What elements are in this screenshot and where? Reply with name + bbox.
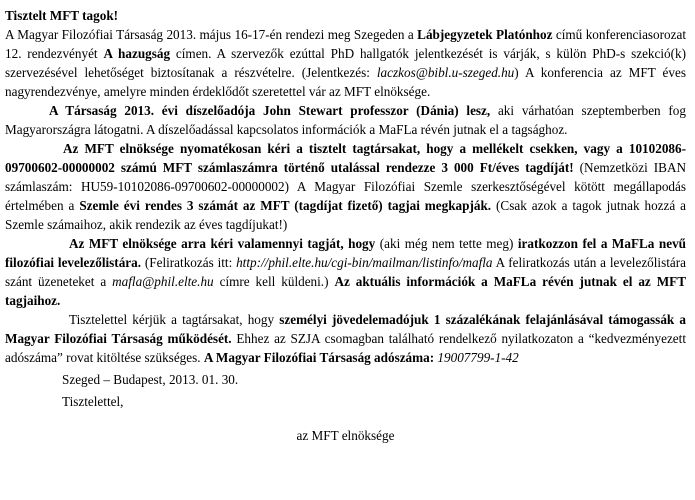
contact-email[interactable]: laczkos@bibl.u-szeged.hu <box>376 65 515 80</box>
conference-topic: A hazugság <box>103 46 171 61</box>
tax-number: 19007799-1-42 <box>437 350 519 365</box>
mailing-list-paragraph <box>5 234 686 310</box>
info-note: Az aktuális információk a MaFLa révén jutnak el az MFT tagjaihoz. <box>5 274 687 308</box>
text: aki várhatóan szeptemberben fog Magyarországra látogatni. A díszelőadással kapcsolatos információk a MaFLa révén jutnak el a tagsághoz. <box>5 103 686 137</box>
text: (Nemzetközi IBAN számlaszám: HU59-10102086-09700602-00000002) A Magyar Filozófiai Szemle szerkesztőségével kötött megállapodás értelmében a <box>5 160 686 213</box>
journal-note: Szemle évi rendes 3 számát az MFT (tagdíjat fizető) tagjai megkapják. <box>79 198 492 213</box>
letter-heading: Tisztelt MFT tagok! <box>5 8 119 23</box>
text: címen. A szervezők ezúttal PhD hallgatók jelentkezését is várják, s külön PhD-s szekció(k) szervezésével lehetőséget biztosítanak a részvételre. (Jelentkezés: <box>5 46 686 80</box>
text: A feliratkozás után a levelezőlistára szánt üzeneteket a <box>5 255 686 289</box>
membership-fee-paragraph <box>5 139 686 234</box>
tax-number-label: A Magyar Filozófiai Társaság adószáma: <box>203 350 435 365</box>
conference-title: Lábjegyzetek Platónhoz <box>417 27 553 42</box>
text: című konferenciasorozat 12. rendezvényét <box>5 27 687 61</box>
signature: az MFT elnöksége <box>296 428 395 443</box>
letter <box>5 6 686 445</box>
text: (Feliratkozás itt: <box>141 255 237 270</box>
subscribe-request: Az MFT elnöksége arra kéri valamennyi tagját, hogy <box>69 236 376 251</box>
fee-request: Az MFT elnöksége nyomatékosan kéri a tisztelt tagtársakat, hogy a mellékelt csekken, vagy a 10102086-09700602-00000002 számú MFT számlaszámra történő utalással rendezze 3 000 Ft/éves tagdíját! <box>5 141 686 175</box>
tax-request: személyi jövedelemadójuk 1 százalékának felajánlásával támogassák a Magyar Filozófiai Társaság működését. <box>5 312 686 346</box>
conference-paragraph <box>5 25 686 101</box>
subscribe-link[interactable]: http://phil.elte.hu/cgi-bin/mailman/listinfo/mafla <box>236 255 493 270</box>
mailing-list-name: iratkozzon fel a MaFLa nevű filozófiai levelezőlistára. <box>5 236 687 270</box>
lecture-announcement: A Társaság 2013. évi díszelőadója John Stewart professzor (Dánia) lesz, <box>49 103 491 118</box>
list-email[interactable]: mafla@phil.elte.hu <box>112 274 214 289</box>
text: Tisztelettel kérjük a tagtársakat, hogy <box>69 312 280 327</box>
regards: Tisztelettel, <box>62 394 124 409</box>
lecture-paragraph <box>5 101 686 139</box>
text: A Magyar Filozófiai Társaság 2013. május 16-17-én rendezi meg Szegeden a <box>5 27 418 42</box>
text: (aki még nem tette meg) <box>375 236 518 251</box>
place-date: Szeged – Budapest, 2013. 01. 30. <box>62 372 239 387</box>
text: (Csak azok a tagok jutnak hozzá a Szemle számaihoz, akik rendezik az éves tagdíjukat!) <box>5 198 687 232</box>
text: Ehhez az SZJA csomagban található rendelkező nyilatkozaton a “kedvezményezett adószáma” rovat kitöltése szükséges. <box>5 331 686 365</box>
text: ) A konferencia az MFT éves nagyrendezvénye, amelyre minden érdeklődőt szeretettel vár az MFT elnöksége. <box>5 65 686 99</box>
tax-paragraph <box>5 310 686 367</box>
text: címre kell küldeni.) <box>213 274 335 289</box>
